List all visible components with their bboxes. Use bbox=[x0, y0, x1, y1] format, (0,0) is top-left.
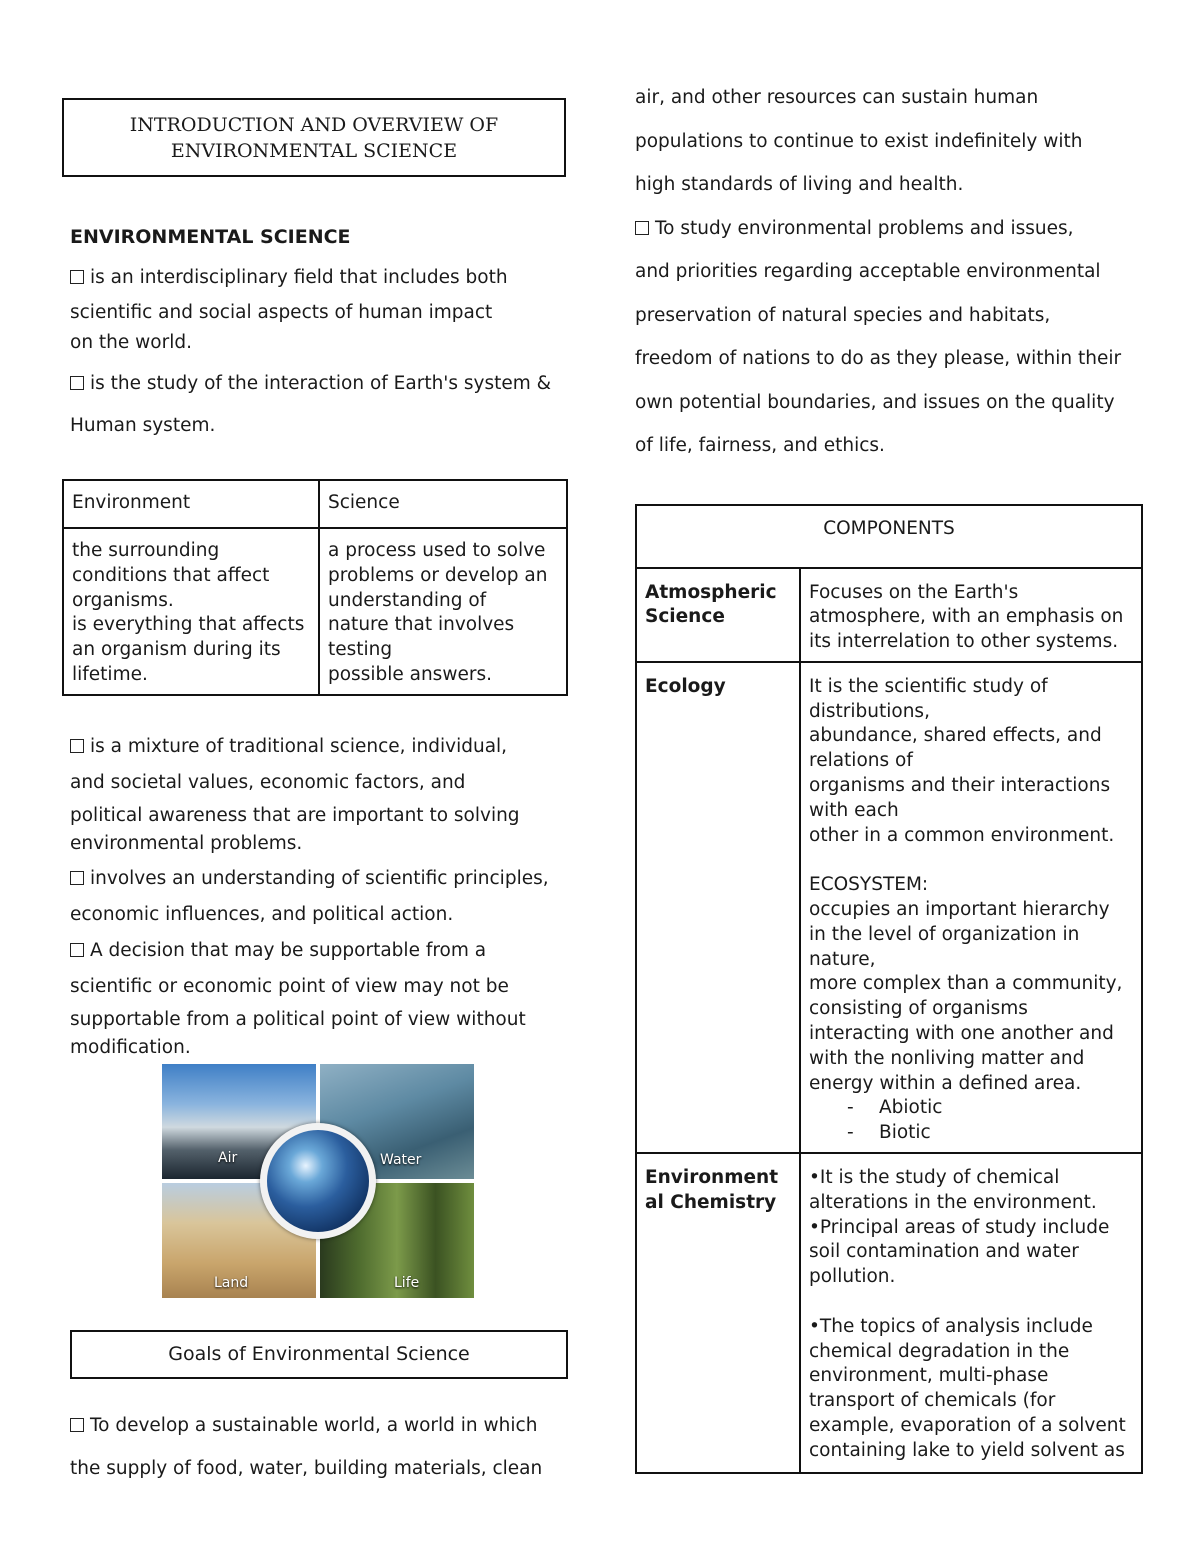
checkbox-bullet-icon bbox=[70, 943, 84, 957]
table-header-environment: Environment bbox=[63, 480, 319, 528]
term-atmospheric-science: Atmospheric Science bbox=[636, 568, 800, 662]
earth-systems-image bbox=[162, 1064, 474, 1298]
bullet-interaction: is the study of the interaction of Earth's system & Human system. bbox=[70, 373, 552, 436]
bullet-interdisciplinary: is an interdisciplinary field that includes both scientific and social aspects of human impact on the world. bbox=[70, 267, 508, 353]
term-environmental-chemistry: Environment al Chemistry bbox=[636, 1153, 800, 1473]
air-photo: Air bbox=[162, 1064, 316, 1179]
right-column bbox=[635, 76, 1145, 1474]
environment-definition: the surrounding conditions that affect organisms. is everything that affects an organism during its lifetime. bbox=[63, 528, 319, 695]
science-definition: a process used to solve problems or develop an understanding of nature that involves testing possible answers. bbox=[319, 528, 567, 695]
definitions-table bbox=[62, 479, 568, 696]
table-row bbox=[636, 568, 1142, 662]
goal-sustainable-world-continued: air, and other resources can sustain human populations to continue to exist indefinitely with high standards of living and health. bbox=[635, 87, 1083, 195]
bullet-decision: A decision that may be supportable from a scientific or economic point of view may not be supportable from a political point of view without modification. bbox=[70, 939, 526, 1058]
bullet-understanding: involves an understanding of scientific principles, economic influences, and political action. bbox=[70, 867, 549, 925]
desc-ecology: It is the scientific study of distributions, abundance, shared effects, and relations of organisms and their interactions with each other in a common environment. ECOSYSTEM: occupies an important hierarchy in the level of organization in nature, more complex than a community, consisting of organisms interacting with one another and with the nonliving matter and energy within a defined area. - Abiotic - Biotic bbox=[800, 662, 1142, 1153]
list-item: - Biotic bbox=[847, 1122, 931, 1144]
table-header-science: Science bbox=[319, 480, 567, 528]
table-row bbox=[636, 662, 1142, 1153]
life-photo: Life bbox=[320, 1183, 474, 1298]
desc-atmospheric-science: Focuses on the Earth's atmosphere, with an emphasis on its interrelation to other systems. bbox=[800, 568, 1142, 662]
title-line-1: INTRODUCTION AND OVERVIEW OF bbox=[129, 113, 499, 136]
document-title bbox=[62, 98, 566, 177]
checkbox-bullet-icon bbox=[635, 221, 649, 235]
checkbox-bullet-icon bbox=[70, 270, 84, 284]
desc-environmental-chemistry: •It is the study of chemical alterations in the environment. •Principal areas of study include soil contamination and water pollution. •The topics of analysis include chemical degradation in the environment, multi-phase transport of chemicals (for example, evaporation of a solvent containing lake to yield solvent as bbox=[800, 1153, 1142, 1473]
checkbox-bullet-icon bbox=[70, 871, 84, 885]
checkbox-bullet-icon bbox=[70, 739, 84, 753]
section-heading: ENVIRONMENTAL SCIENCE bbox=[70, 226, 351, 248]
components-table bbox=[635, 504, 1143, 1474]
list-item: - Abiotic bbox=[847, 1097, 943, 1119]
land-photo: Land bbox=[162, 1183, 316, 1298]
checkbox-bullet-icon bbox=[70, 1418, 84, 1432]
components-header: COMPONENTS bbox=[636, 505, 1142, 568]
water-photo: Water bbox=[320, 1064, 474, 1179]
table-row bbox=[636, 1153, 1142, 1473]
goal-study-problems: To study environmental problems and issues, and priorities regarding acceptable environmental preservation of natural species and habitats, freedom of nations to do as they please, within their own potential boundaries, and issues on the quality of life, fairness, and ethics. bbox=[635, 217, 1122, 456]
left-column bbox=[62, 98, 570, 1492]
title-line-2: ENVIRONMENTAL SCIENCE bbox=[170, 139, 458, 162]
bullet-mixture: is a mixture of traditional science, individual, and societal values, economic factors, and political awareness that are important to solving environmental problems. bbox=[70, 735, 520, 854]
goals-heading: Goals of Environmental Science bbox=[70, 1330, 568, 1379]
goal-sustainable-world: To develop a sustainable world, a world in which the supply of food, water, building materials, clean bbox=[70, 1414, 543, 1479]
term-ecology: Ecology bbox=[636, 662, 800, 1153]
checkbox-bullet-icon bbox=[70, 376, 84, 390]
ecosystem-label: ECOSYSTEM: bbox=[809, 874, 929, 896]
earth-globe bbox=[260, 1123, 376, 1239]
